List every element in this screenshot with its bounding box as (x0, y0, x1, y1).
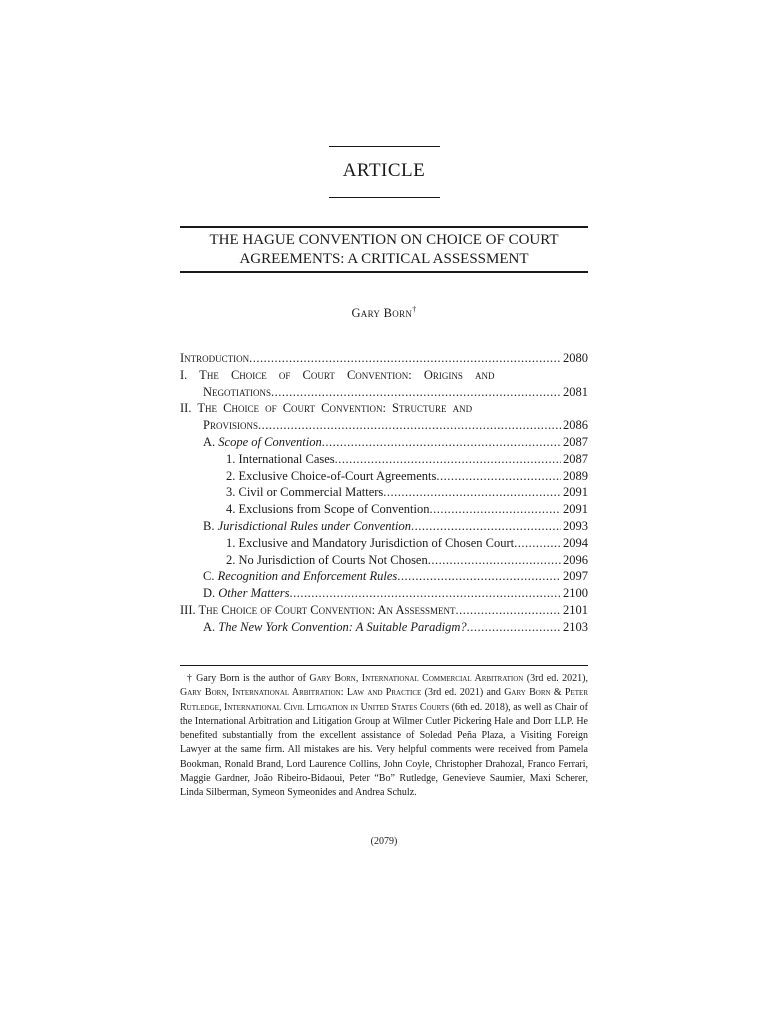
toc-label: B. Jurisdictional Rules under Convention (203, 518, 411, 533)
toc-page: 2081 (563, 384, 588, 399)
toc-label: 4. Exclusions from Scope of Convention (226, 502, 430, 517)
toc-entry-no-jurisdiction (180, 552, 588, 569)
footnote-rule (180, 665, 588, 666)
toc-page: 2087 (563, 451, 588, 466)
toc-page: 2094 (563, 535, 588, 550)
citation-book-1: Gary Born, International Commercial Arbitration (309, 673, 524, 684)
toc-leader (249, 350, 561, 367)
toc-page: 2100 (563, 586, 588, 601)
author-byline (0, 305, 768, 321)
toc-leader (335, 451, 561, 468)
toc-entry-part-2-line-2 (180, 417, 588, 434)
toc-leader (411, 518, 561, 535)
toc-leader (383, 484, 561, 501)
toc-label: 3. Civil or Commercial Matters (226, 485, 384, 500)
toc-leader (397, 568, 561, 585)
header-rule-bottom (329, 197, 440, 198)
author-footnote: † Gary Born is the author of Gary Born, International Commercial Arbitration (3rd ed. 2021), Gary Born, International Arbitration: Law and Practice (3rd ed. 2021) and Gary Born & Peter Rutledge, International Civil Litigation in United States Courts (6th ed. 2018), as well as Chair of the International Arbitration and Litigation Group at Wilmer Cutler Pickering Hale and Dorr LLP. He benefited substantially from the excellent assistance of Soledad Peña Plaza, a Visiting Foreign Lawyer at the same firm. All mistakes are his. Very helpful comments were received from Pamela Bookman, Ronald Brand, Lord Laurence Collins, John Coyle, Christopher Drahozal, Franco Ferrari, Maggie Gardner, João Ribeiro-Bidaoui, Peter “Bo” Rutledge, Genevieve Saumier, Maxi Scherer, Linda Silberman, Symeon Symeonides and Andrea Schulz. (180, 673, 588, 799)
toc-leader (514, 535, 561, 552)
article-label: ARTICLE (342, 160, 426, 181)
toc-label: 1. International Cases (226, 451, 335, 466)
toc-page: 2091 (563, 485, 588, 500)
article-title-line-1: THE HAGUE CONVENTION ON CHOICE OF COURT (209, 232, 559, 248)
table-of-contents (180, 350, 588, 636)
toc-label: Negotiations (203, 384, 272, 399)
toc-leader (322, 434, 561, 451)
toc-entry-civil-commercial (180, 484, 588, 501)
citation-book-2: Gary Born, International Arbitration: Law and Practice (180, 687, 422, 699)
toc-page: 2097 (563, 569, 588, 584)
page-number: (2079) (370, 836, 398, 847)
toc-leader (271, 384, 561, 401)
toc-label: A. Scope of Convention (203, 434, 322, 449)
toc-leader (429, 501, 561, 518)
toc-entry-exclusions (180, 501, 588, 518)
toc-label: A. The New York Convention: A Suitable Paradigm? (203, 619, 467, 634)
toc-page: 2091 (563, 502, 588, 517)
author-footnote-mark: † (412, 305, 417, 314)
toc-leader (456, 602, 561, 619)
toc-entry-introduction (180, 350, 588, 367)
toc-label: III. The Choice of Court Convention: An Assessment (180, 602, 456, 617)
toc-entry-part-2-line-1 (180, 400, 588, 417)
toc-label: II. The Choice of Court Convention: Structure and (180, 401, 473, 416)
toc-page: 2093 (563, 518, 588, 533)
toc-leader (258, 417, 561, 434)
toc-entry-new-york-convention (180, 619, 588, 636)
toc-label: D. Other Matters (203, 586, 290, 601)
toc-page: 2086 (563, 418, 588, 433)
toc-leader (428, 552, 561, 569)
toc-entry-mandatory-jurisdiction (180, 535, 588, 552)
toc-page: 2096 (563, 552, 588, 567)
toc-entry-other-matters (180, 585, 588, 602)
toc-page: 2089 (563, 468, 588, 483)
toc-entry-part-3 (180, 602, 588, 619)
toc-label: Provisions (203, 418, 258, 433)
toc-entry-recognition (180, 568, 588, 585)
title-rule-bottom (180, 271, 588, 273)
header-rule-top (329, 146, 440, 147)
toc-page: 2087 (563, 434, 588, 449)
toc-entry-part-1-line-2 (180, 384, 588, 401)
toc-leader (467, 619, 561, 636)
toc-leader (289, 585, 561, 602)
author-name: Gary Born (351, 306, 413, 321)
toc-page: 2103 (563, 619, 588, 634)
toc-entry-exclusive-agreements (180, 468, 588, 485)
toc-entry-scope (180, 434, 588, 451)
toc-entry-part-1-line-1 (180, 367, 588, 384)
title-rule-top (180, 226, 588, 228)
toc-leader (436, 468, 561, 485)
toc-entry-international-cases (180, 451, 588, 468)
footnote-mark: † (186, 673, 193, 684)
toc-label: Introduction (180, 351, 250, 365)
toc-label: 2. No Jurisdiction of Courts Not Chosen (226, 552, 428, 567)
toc-label: I. The Choice of Court Convention: Origins and (180, 367, 495, 382)
toc-label: C. Recognition and Enforcement Rules (203, 569, 398, 584)
citation-book-3: Gary Born & Peter Rutledge, International Civil Litigation in United States Courts (180, 687, 588, 713)
toc-page: 2101 (563, 602, 588, 617)
article-title-line-2: AGREEMENTS: A CRITICAL ASSESSMENT (239, 251, 529, 267)
toc-label: 1. Exclusive and Mandatory Jurisdiction of Chosen Court (226, 535, 515, 550)
article-title (0, 231, 768, 269)
toc-label: 2. Exclusive Choice-of-Court Agreements (226, 468, 437, 483)
toc-entry-jurisdictional-rules (180, 518, 588, 535)
toc-page: 2080 (563, 351, 588, 365)
